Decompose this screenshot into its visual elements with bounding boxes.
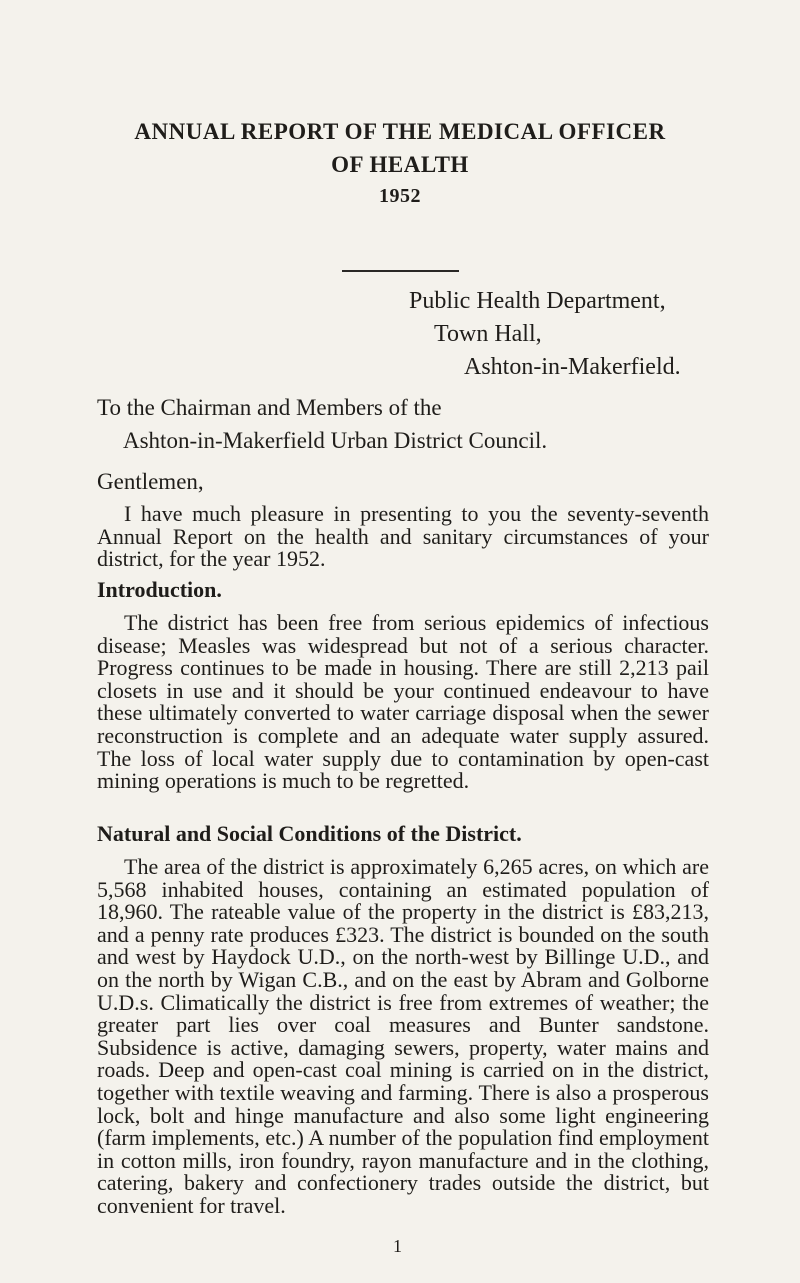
section-heading-natural-social: Natural and Social Conditions of the District. xyxy=(97,821,522,846)
address-line2: Town Hall, xyxy=(434,321,542,347)
introduction-text: The district has been free from serious epidemics of infectious disease; Measles was widespread but not of a serious character. Progress continues to be made in housing. There are still 2,213 pail closets in use and it should be your continued endeavour to have these ultimately converted to water carriage disposal when the sewer reconstruction is complete and an adequate water supply assured. The loss of local water supply due to contamination by open-cast mining operations is much to be regretted. xyxy=(97,610,709,794)
title-divider xyxy=(342,270,459,272)
report-year: 1952 xyxy=(379,185,421,207)
section-heading-introduction: Introduction. xyxy=(97,577,222,602)
natural-social-text: The area of the district is approximately 6,265 acres, on which are 5,568 inhabited houses, containing an estimated population of 18,960. The rateable value of the property in the district is £83,213, and a penny rate produces £323. The district is bounded on the south and west by Haydock U.D., on the north-west by Billinge U.D., and on the north by Wigan C.B., and on the east by Abram and Golborne U.D.s. Climatically the district is free from extremes of weather; the greater part lies over coal measures and Bunter sandstone. Subsidence is active, damaging sewers, property, water mains and roads. Deep and open-cast coal mining is carried on in the district, together with textile weaving and farming. There is also a prosperous lock, bolt and hinge manufacture and also some light engineering (farm implements, etc.) A number of the population find employment in cotton mills, iron foundry, rayon manufacture and in the clothing, catering, bakery and confectionery trades outside the district, but convenient for travel. xyxy=(97,854,709,1218)
section-body-natural-social xyxy=(97,856,709,1218)
report-title-line1: ANNUAL REPORT OF THE MEDICAL OFFICER xyxy=(134,119,666,144)
opening-paragraph xyxy=(97,503,709,571)
opening-text: I have much pleasure in presenting to you the seventy-seventh Annual Report on the health and sanitary circumstances of your district, for the year 1952. xyxy=(97,501,709,572)
page-number: 1 xyxy=(393,1236,402,1256)
address-line1: Public Health Department, xyxy=(409,288,666,314)
addressee-line1: To the Chairman and Members of the xyxy=(97,395,442,420)
addressee-line2: Ashton-in-Makerfield Urban District Council. xyxy=(123,428,548,453)
address-line3: Ashton-in-Makerfield. xyxy=(464,354,681,380)
section-body-introduction xyxy=(97,612,709,793)
report-title-line2: OF HEALTH xyxy=(331,152,469,177)
salutation: Gentlemen, xyxy=(97,469,204,494)
